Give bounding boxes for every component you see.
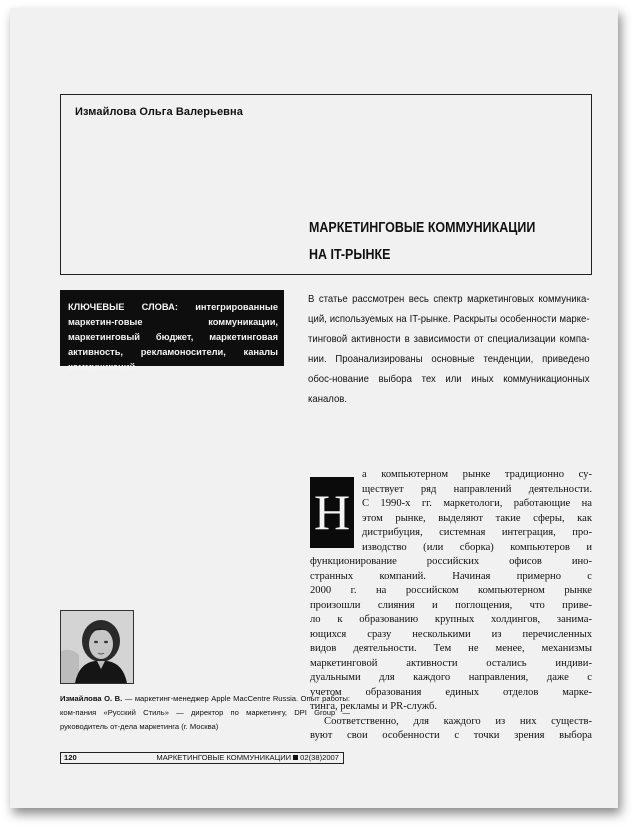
author-bio-text: — маркетинг-менеджер Apple MacCentre Russia. Опыт работы: ком-пания «Русский Стиль» — директор по маркетингу, DPI Group — руководитель от-дела маркетинга (г. Москва) (60, 694, 350, 731)
body-text (310, 468, 592, 744)
keywords-box (60, 290, 284, 372)
body-line: произошли слияния и поглощения, что приве- (310, 599, 592, 611)
author-name: Измайлова Ольга Валерьевна (75, 106, 243, 118)
journal-name: МАРКЕТИНГОВЫЕ КОММУНИКАЦИИ (156, 753, 292, 762)
body-line: учетом образования единых отделов марке- (310, 686, 592, 698)
article-title (309, 215, 541, 269)
keywords-text: интегрированные маркетин-говые коммуникации, маркетинговый бюджет, маркетинговая активность, рекламоносители, каналы коммуникаций (68, 302, 278, 372)
journal-issue: 02(38)2007 (300, 753, 339, 762)
author-bio (60, 692, 350, 734)
article-title-line-2: НА IT-РЫНКЕ (309, 247, 391, 263)
article-header-box (60, 94, 592, 275)
body-line: тинга, рекламы и PR-служб. (310, 701, 438, 712)
page-footer (60, 752, 344, 764)
article-title-line-1: МАРКЕТИНГОВЫЕ КОММУНИКАЦИИ (309, 220, 536, 236)
square-bullet-icon (293, 755, 298, 760)
page-number: 120 (64, 753, 77, 762)
body-line: функционирование российских офисов ино- (310, 556, 592, 567)
body-line: а компьютерном рынке традиционно су- (362, 469, 592, 480)
journal-info (156, 753, 339, 763)
body-line: изводство (или сборка) компьютеров и (362, 541, 592, 553)
body-line: ло к образованию крупных холдингов, занима- (310, 614, 592, 625)
body-line: странных компаний. Начиная примерно с (310, 570, 592, 582)
journal-page (10, 8, 618, 808)
author-bio-name: Измайлова О. В. (60, 694, 123, 703)
body-line: дуальными для каждого направления, даже с (310, 672, 592, 683)
body-line: вуют свои особенности с точки зрения выбора (310, 730, 592, 741)
body-line: ющихся сразу несколькими из перечисленных (310, 628, 592, 640)
drop-cap: Н (310, 477, 354, 548)
body-line: ществует ряд направлений деятельности. (362, 483, 592, 495)
body-line: С 1990-х гг. маркетологи, работающие на (362, 498, 592, 509)
body-line: дистрибуция, системная интеграция, про- (362, 527, 592, 538)
body-line: этом рынке, выделяют такие сферы, как (362, 512, 592, 524)
body-line: маркетинговой активности остались индиви- (310, 657, 592, 669)
body-line: видов деятельности. Тем не менее, механизмы (310, 643, 592, 654)
abstract: В статье рассмотрен весь спектр маркетинговых коммуника-ций, используемых на IT-рынке. Раскрыты особенности марке-тинговой активности в зависимости от специализации компа-нии. Проанализированы основные тенденции, приведено обос-нование выбора тех или иных коммуникационных каналов. (308, 294, 590, 405)
keywords-label: КЛЮЧЕВЫЕ СЛОВА: (68, 302, 178, 312)
body-line: Соответственно, для каждого из них существ- (324, 715, 592, 727)
author-photo (60, 610, 134, 684)
body-line: 2000 г. на российском компьютерном рынке (310, 585, 592, 596)
author-portrait-image (61, 611, 133, 683)
